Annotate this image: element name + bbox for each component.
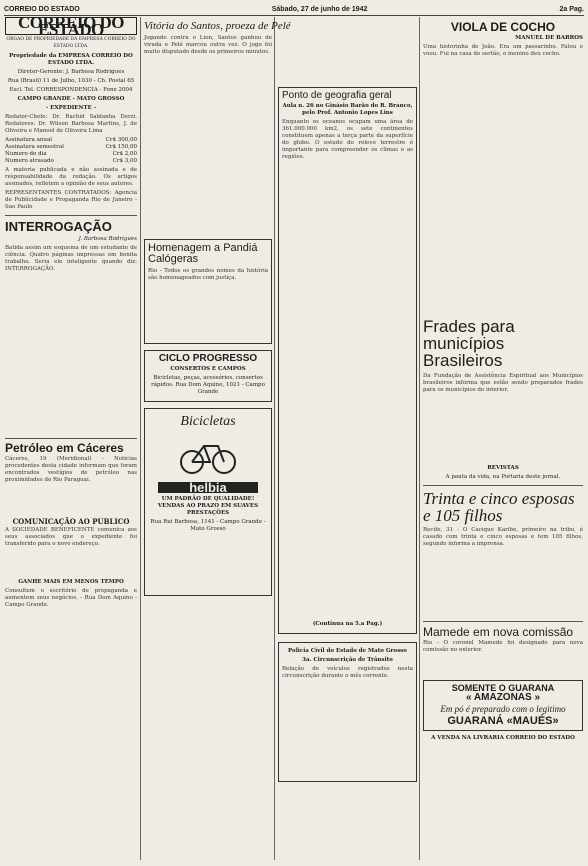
interrogacao-byline: J. Barbosa Rodrigues <box>78 236 137 242</box>
ponto-continue: (Continua na 5.a Pag.) <box>312 621 383 627</box>
homenagem-title: Homenagem a Pandiá Calógeras <box>148 242 258 265</box>
trinta-title: Trinta e cinco esposas e 105 filhos <box>423 489 575 525</box>
rate-row: Numero atrasado Cr$ 3,00 <box>5 158 137 164</box>
masthead-reps: REPRESENTANTES CONTRATADOS: Agencia de Publicidade e Propaganda Rio de Janeiro - Sao Paulo <box>5 190 137 210</box>
column-divider <box>274 17 275 860</box>
masthead-director: Diretor-Gerente: J. Barbosa Rodrigues <box>17 69 125 75</box>
policia-sub: 3a. Circunscrição de Trânsito <box>302 657 393 663</box>
ciclo-text: Bicicletas, peças, acessórios, consertos rápidos. Rua Dom Aquino, 1021 - Campo Grande <box>151 375 265 395</box>
masthead-note: A materia publicada e não assinada e de responsabilidade da redação. Os artigos assinados, refletem a opinião de seus autores. <box>5 167 137 187</box>
masthead-city: CAMPO GRANDE - MATO GROSSO <box>17 96 125 102</box>
guarana-line1: SOMENTE O GUARANA <box>451 683 555 693</box>
homenagem-box <box>144 239 272 344</box>
column-4 <box>423 17 583 859</box>
bicicletas-addr: Rua Rui Barbosa, 1141 - Campo Grande - Mato Grosso <box>150 519 266 532</box>
helbia-logo: helbia <box>158 482 258 493</box>
rate-row: Numero do dia Cr$ 2,00 <box>5 151 137 157</box>
comunicacao-subtext: Consultem o escritório de propaganda e aumentem seus negócios. - Rua Dom Aquino - Campo Grande. <box>5 588 137 608</box>
ciclo-title: CICLO PROGRESSO <box>158 353 258 364</box>
frades-title: Frades para municípios Brasileiros <box>423 317 515 370</box>
revistas-text: A pauta da vida, na Portaria deste jornal. <box>445 474 561 480</box>
frades-text: Da Fundação de Assistência Espiritual aos Municípios brasileiros informa que estão sendo preparados frades para os municípios do interior. <box>423 373 583 393</box>
comunicacao-sub: GANHE MAIS EM MENOS TEMPO <box>18 579 124 585</box>
masthead-expediente: - EXPEDIENTE - <box>45 105 97 111</box>
ponto-box <box>278 87 417 634</box>
interrogacao-title: INTERROGAÇÃO <box>5 219 112 234</box>
guarana-line4: GUARANÁ «MAUÉS» <box>447 715 559 727</box>
rate-row: Assinatura anual Cr$ 300,00 <box>5 137 137 143</box>
masthead-address: Rua (Brasil) 11 de Julho, 1030 - Ch. Postal 65 <box>7 78 135 84</box>
column-divider <box>140 17 141 860</box>
mamede-title: Mamede em nova comissão <box>423 625 574 639</box>
ponto-title: Ponto de geografia geral <box>282 90 392 101</box>
bicicletas-title: Bicicletas <box>180 414 236 429</box>
bicycle-icon <box>178 432 238 476</box>
header-date: Sábado, 27 de junho de 1942 <box>271 5 368 13</box>
bicicletas-text: UM PADRÃO DE QUALIDADE! VENDAS AO PRAZO EM SUAVES PRESTAÇÕES <box>157 496 259 516</box>
guarana-line2: « AMAZONAS » <box>465 692 541 703</box>
trinta-text: Recife, 31 - O Cacique Karibe, primeiro na tribo, é casado com trinta e cinco esposas e tem 105 filhos, segundo informa a imprensa. <box>423 527 583 547</box>
viola-text: Uma historinha de João. Era um passarinho. Falou e voou. Fui na casa do sertão, o menino deu cocho. <box>423 44 583 57</box>
masthead-owner: Propriedade da EMPRESA CORREIO DO ESTADO LTDA. <box>9 53 133 66</box>
petroleo-title: Petróleo em Cáceres <box>5 441 124 455</box>
guarana-ad <box>423 680 583 731</box>
revistas-title: REVISTAS <box>487 465 519 471</box>
masthead-phone: Escl. Tel. CORRESPONDENCIA - Fone 2004 <box>9 87 133 93</box>
rate-row: Assinatura semestral Cr$ 150,00 <box>5 144 137 150</box>
vitoria-text: Jogando contra o Lion, Santos ganhou de virada e Pelé marcou outra vez. O jogo foi muito disputado desde os primeiros minutos. <box>144 35 272 55</box>
ponto-sub: Aula n. 26 no Ginásio Barão do R. Branco, pelo Prof. Antonio Lopes Lins <box>282 103 413 116</box>
guarana-footer: A VENDA NA LIVRARIA CORREIO DO ESTADO <box>431 735 575 741</box>
vitoria-title: Vitória do Santos, proeza de Pelé <box>144 20 291 32</box>
homenagem-text: Rio - Todos os grandes nomes da história são homenageados com justiça. <box>148 268 268 281</box>
ponto-text: Enquanto os oceanos ocupam uma área de 361.000.000 km2, os sete continentes constituem apenas a terça parte da superfície do globo. O estudo do relevo terrestre é importante para compreender os climas e as regiões. <box>282 119 413 160</box>
header-page: 2a Pag. <box>559 5 584 13</box>
guarana-line3: Em pó é preparado com o legitimo <box>440 704 566 714</box>
column-2 <box>144 17 291 859</box>
ciclo-ad <box>144 350 272 402</box>
header-left: CORREIO DO ESTADO <box>4 5 80 13</box>
policia-text: Relação de veículos registrados nesta circunscrição durante o mês corrente. <box>282 666 413 679</box>
policia-title: Policia Civil do Estado de Mato Grosso <box>288 648 407 654</box>
masthead-tagline: ORGAO DE PROPRIEDADE DA EMPRESA CORREIO DO ESTADO LTDA. <box>6 37 136 49</box>
masthead-title: CORREIO DO ESTADO <box>5 17 137 35</box>
viola-title: VIOLA DE COCHO <box>450 20 556 34</box>
rates-table <box>5 137 137 165</box>
petroleo-text: Cáceres, 19 (Meridional) - Noticias procedentes desta cidade informam que foram encontrados vestígios de petróleo nas proximidades do Rio Paraguai. <box>5 456 137 483</box>
ciclo-sub: CONSERTOS E CAMPOS <box>170 366 246 372</box>
mamede-text: Rio - O coronel Mamede foi designado para nova comissão no exterior. <box>423 640 583 653</box>
policia-box <box>278 642 417 782</box>
column-divider <box>419 17 420 860</box>
interrogacao-text: Batida assim um esquema de um estudante de ciência. Quatro páginas impressas em bonita trabalho. Seria ele inteligente quando diz: INTERROGAÇÃO. <box>5 245 137 272</box>
masthead-staff: Redator-Chefe: Dr. Rachid Saldanha Derzi. Redatores: Dr. Wilson Barbosa Martins, J. de Oliveira e Manoel de Oliveira Lima <box>5 114 137 134</box>
bicicletas-ad <box>144 408 272 596</box>
comunicacao-title: COMUNICAÇÃO AO PUBLICO <box>12 517 130 526</box>
column-1 <box>5 13 137 859</box>
comunicacao-text: A SOCIEDADE BENEFICENTE comunica aos seus associados que o expediente foi transferido para o novo endereço. <box>5 527 137 547</box>
column-3 <box>278 17 417 859</box>
viola-byline: MANUEL DE BARROS <box>515 35 583 41</box>
